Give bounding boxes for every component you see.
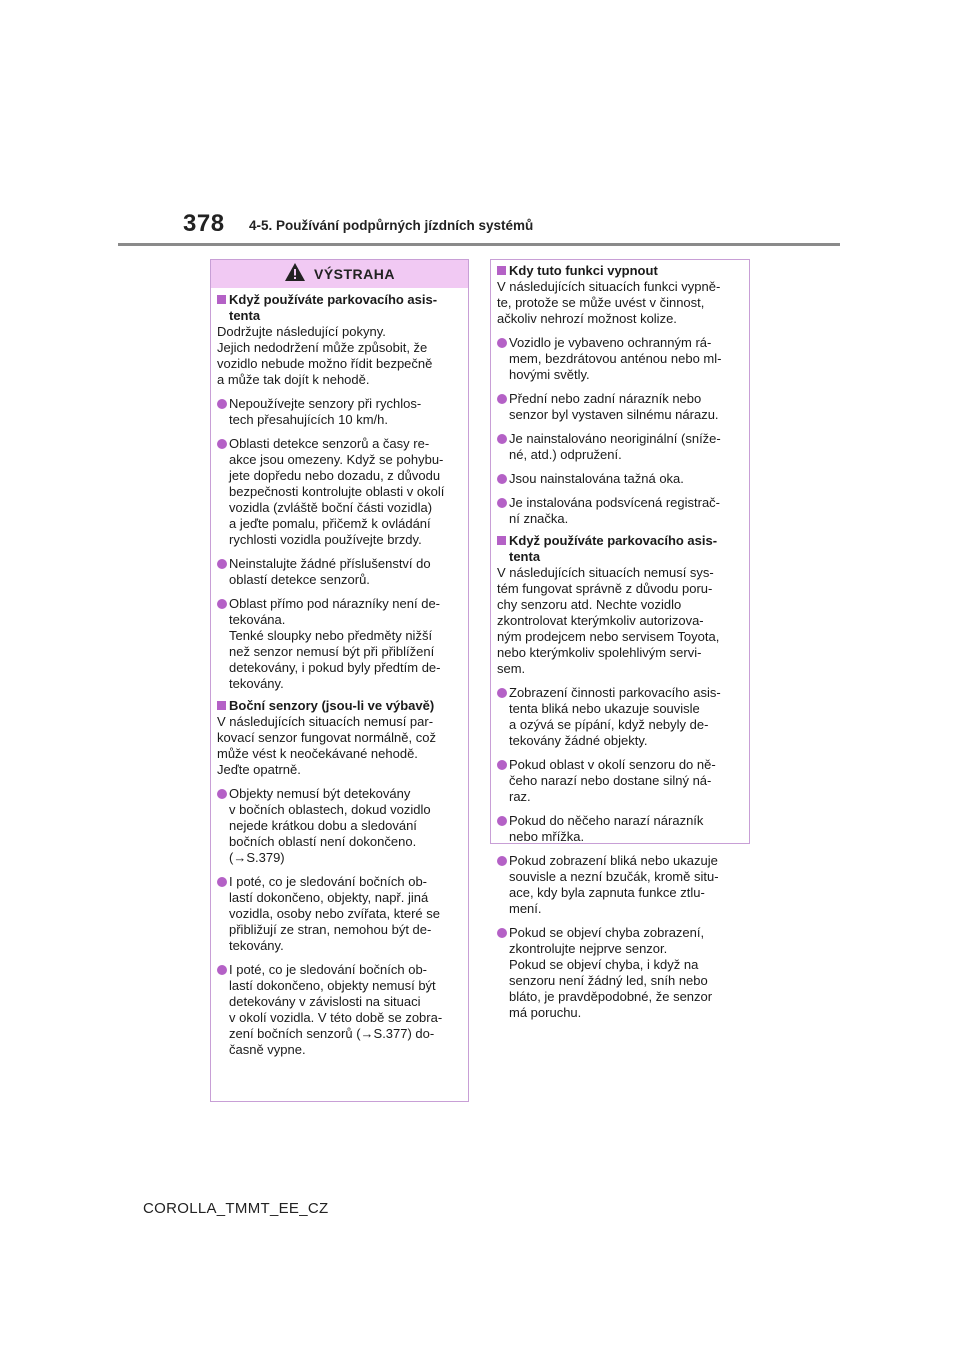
page-header bbox=[0, 0, 960, 250]
bullet-item: Zobrazení činnosti parkovacího asis- tenta bliká nebo ukazuje souvisle a ozývá se pípání, když nebyly de- tekovány žádné objekty. bbox=[497, 685, 744, 749]
round-bullet-icon bbox=[497, 816, 507, 826]
bullet-item: I poté, co je sledování bočních ob- lastí dokončeno, objekty, např. jiná vozidla, osoby nebo zvířata, které se přibližují ze stran, nemohou být de- tekovány. bbox=[217, 874, 463, 954]
bullet-item: Oblast přímo pod nárazníky není de- tekována. Tenké sloupky nebo předměty nižší než senzor nemusí být při přiblížení detekovány, i pokud byly předtím de- tekovány. bbox=[217, 596, 463, 692]
round-bullet-icon bbox=[497, 688, 507, 698]
bullet-item: Pokud do něčeho narazí nárazník nebo mřížka. bbox=[497, 813, 744, 845]
bullet-item: Jsou nainstalována tažná oka. bbox=[497, 471, 744, 487]
warning-box bbox=[210, 259, 469, 1102]
square-bullet-icon bbox=[217, 701, 226, 710]
round-bullet-icon bbox=[217, 599, 227, 609]
round-bullet-icon bbox=[217, 877, 227, 887]
section-title: 4-5. Používání podpůrných jízdních systémů bbox=[249, 218, 534, 233]
bullet-item: Pokud zobrazení bliká nebo ukazuje souvisle a nezní bzučák, kromě situ- ace, kdy byla zapnuta funkce ztlu- mení. bbox=[497, 853, 744, 917]
round-bullet-icon bbox=[217, 439, 227, 449]
round-bullet-icon bbox=[497, 434, 507, 444]
round-bullet-icon bbox=[497, 498, 507, 508]
bullet-item: Je nainstalováno neoriginální (sníže- né, atd.) odpružení. bbox=[497, 431, 744, 463]
bullet-item: Objekty nemusí být detekovány v bočních oblastech, dokud vozidlo nejede krátkou dobu a sledování bočních oblastí není dokončeno. (→S.379) bbox=[217, 786, 463, 866]
paragraph: V následujících situacích funkci vypně- te, protože se může uvést v činnost, ačkoliv nehrozí možnost kolize. bbox=[497, 279, 721, 326]
bullet-item: Pokud oblast v okolí senzoru do ně- čeho narazí nebo dostane silný ná- raz. bbox=[497, 757, 744, 805]
paragraph: V následujících situacích nemusí par- kovací senzor fungovat normálně, což může vést k neočekávané nehodě. Jeďte opatrně. bbox=[217, 714, 436, 777]
round-bullet-icon bbox=[217, 965, 227, 975]
bullet-item: Je instalována podsvícená registrač- ní značka. bbox=[497, 495, 744, 527]
square-bullet-icon bbox=[217, 295, 226, 304]
square-bullet-icon bbox=[497, 536, 506, 545]
warning-content bbox=[211, 288, 468, 1058]
round-bullet-icon bbox=[497, 338, 507, 348]
warning-triangle-icon bbox=[284, 262, 306, 287]
info-content bbox=[491, 260, 749, 1021]
warning-title: VÝSTRAHA bbox=[313, 266, 395, 282]
round-bullet-icon bbox=[497, 928, 507, 938]
header-rule bbox=[118, 243, 840, 246]
round-bullet-icon bbox=[497, 394, 507, 404]
paragraph: Dodržujte následující pokyny. Jejich nedodržení může způsobit, že vozidlo nebude možno řídit bezpečně a může tak dojít k nehodě. bbox=[217, 324, 433, 387]
section-heading: Když používáte parkovacího asis- tenta bbox=[217, 292, 463, 324]
bullet-item: Vozidlo je vybaveno ochranným rá- mem, bezdrátovou anténou nebo ml- hovými světly. bbox=[497, 335, 744, 383]
section-heading: Kdy tuto funkci vypnout bbox=[497, 263, 744, 279]
page-number: 378 bbox=[183, 210, 225, 237]
round-bullet-icon bbox=[217, 559, 227, 569]
round-bullet-icon bbox=[217, 789, 227, 799]
warning-header bbox=[211, 260, 468, 288]
info-box bbox=[490, 259, 750, 1020]
section-heading: Když používáte parkovacího asis- tenta bbox=[497, 533, 744, 565]
square-bullet-icon bbox=[497, 266, 506, 275]
round-bullet-icon bbox=[497, 474, 507, 484]
bullet-item: Neinstalujte žádné příslušenství do oblastí detekce senzorů. bbox=[217, 556, 463, 588]
bullet-item: Oblasti detekce senzorů a časy re- akce jsou omezeny. Když se pohybu- jete dopředu nebo dozadu, z důvodu bezpečnosti kontrolujte oblasti v okolí vozidla (zvláště boční části vozidla) a jeďte pomalu, přičemž k ovládání rychlosti vozidla používejte brzdy. bbox=[217, 436, 463, 548]
paragraph: V následujících situacích nemusí sys- tém fungovat správně z důvodu poru- chy senzoru atd. Nechte vozidlo zkontrolovat kterýmkoliv autorizova- ným prodejcem nebo servisem Toyota, nebo kterýmkoliv spolehlivým servi- sem. bbox=[497, 565, 720, 676]
bullet-item: I poté, co je sledování bočních ob- lastí dokončeno, objekty nemusí být detekovány v závislosti na situaci v okolí vozidla. V této době se zobra- zení bočních senzorů (→S.377) do- časně vypne. bbox=[217, 962, 463, 1058]
bullet-item: Nepoužívejte senzory při rychlos- tech přesahujících 10 km/h. bbox=[217, 396, 463, 428]
section-heading: Boční senzory (jsou-li ve výbavě) bbox=[217, 698, 463, 714]
bullet-item: Pokud se objeví chyba zobrazení, zkontrolujte nejprve senzor. Pokud se objeví chyba, i když na senzoru není žádný led, sníh nebo bláto, je pravděpodobné, že senzor má poruchu. bbox=[497, 925, 744, 1021]
round-bullet-icon bbox=[497, 760, 507, 770]
bullet-item: Přední nebo zadní nárazník nebo senzor byl vystaven silnému nárazu. bbox=[497, 391, 744, 423]
round-bullet-icon bbox=[497, 856, 507, 866]
round-bullet-icon bbox=[217, 399, 227, 409]
footer-document-code: COROLLA_TMMT_EE_CZ bbox=[143, 1200, 329, 1217]
